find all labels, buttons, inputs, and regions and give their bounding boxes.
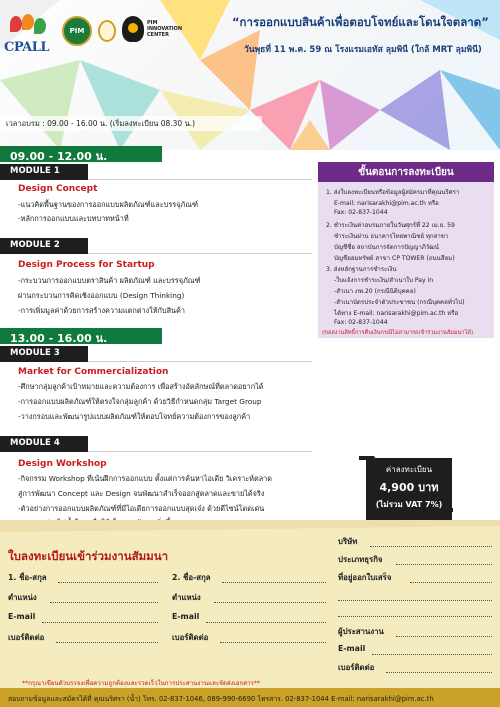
module-2-line: -การเพิ่มมูลค่าด้วยการสร้างความแตกต่างให้กับสินค้า	[18, 306, 186, 315]
registration-step-line: -สำเนาบัตรประจำตัวประชาชน (กรณีบุคคลทั่วไป)	[334, 299, 465, 306]
registration-steps-heading: ขั้นตอนการลงทะเบียน	[318, 162, 494, 182]
seal-logo	[98, 20, 116, 42]
coordinator-email-label: E-mail	[338, 644, 366, 653]
innovation-center-text: PIM INNOVATION CENTER	[147, 20, 183, 38]
position-2-field[interactable]	[214, 602, 326, 603]
position-2-label: ตำแหน่ง	[172, 593, 201, 602]
registration-form	[0, 520, 500, 688]
billing-address-label: ที่อยู่ออกใบเสร็จ	[338, 573, 392, 582]
header-banner	[0, 0, 500, 150]
cpall-logo	[4, 14, 56, 58]
training-time: เวลาอบรม : 09.00 - 16.00 น. (เริ่มลงทะเบียน 08.30 น.)	[0, 116, 262, 131]
coordinator-phone-field[interactable]	[386, 672, 492, 673]
module-3-line: -การออกแบบผลิตภัณฑ์ให้ตรงใจกลุ่มลูกค้า ด้วยวิธีกำหนดกลุ่ม Target Group	[18, 397, 262, 406]
phone-1-label: เบอร์ติดต่อ	[8, 633, 45, 642]
position-1-field[interactable]	[50, 602, 158, 603]
business-type-field[interactable]	[396, 564, 492, 565]
module-3-label: MODULE 3	[0, 346, 88, 362]
registration-step-line: -สำเนา ภพ.20 (กรณีนิติบุคคล)	[334, 288, 416, 295]
registration-step-line: 1. ส่งใบลงทะเบียนหรือข้อมูลผู้สมัครมาที่คุณนริศรา	[326, 189, 460, 196]
module-4-line: -ตัวอย่างการออกแบบผลิตภัณฑ์ที่มีไอเดียการออกแบบสุดเจ๋ง ด้วยดีไซน์โดดเด่น	[18, 504, 265, 513]
module-1-title: Design Concept	[18, 184, 98, 194]
fee-vat-note: (ไม่รวม VAT 7%)	[375, 500, 443, 509]
module-3-line: -วางกรอบและพัฒนารูปแบบผลิตภัณฑ์ให้ตอบโจทย์ความต้องการของลูกค้า	[18, 412, 251, 421]
name-1-field[interactable]	[58, 582, 158, 583]
company-field[interactable]	[370, 546, 492, 547]
phone-2-field[interactable]	[220, 642, 326, 643]
registration-fax: Fax: 02-837-1044	[334, 209, 388, 216]
refund-policy-note: (ขอสงวนสิทธิ์การคืนเงินกรณีไม่สามารถเข้าร่วมงานสัมมนาได้)	[322, 330, 474, 336]
registration-step-line: 3. ส่งหลักฐานการชำระเงิน	[326, 266, 397, 273]
module-3-line: -ศึกษากลุ่มลูกค้าเป้าหมายและความต้องการ เพื่อสร้างอัตลักษณ์ที่ตลาดอยากได้	[18, 382, 264, 391]
registration-fax: Fax: 02-837-1044	[334, 319, 388, 326]
email-2-label: E-mail	[172, 612, 200, 621]
cpall-logo-text: CPALL	[4, 40, 50, 55]
module-4-line: -กิจกรรม Workshop ที่เน้นฝึกการออกแบบ ตั้งแต่การค้นหาไอเดีย วิเคราะห์ตลาด	[18, 474, 273, 483]
bulb-icon	[122, 16, 144, 42]
registration-step-line: ชำระเงินผ่าน ธนาคารไทยพาณิชย์ ทุกสาขา	[334, 233, 449, 240]
coordinator-label: ผู้ประสานงาน	[338, 627, 384, 636]
pim-logo: PIM	[62, 16, 92, 46]
form-note: **กรุณาเขียนตัวบรรจงเพื่อความถูกต้องและรวดเร็วในการประสานงานและจัดส่งเอกสาร**	[22, 680, 261, 687]
module-4-title: Design Workshop	[18, 459, 107, 469]
email-2-field[interactable]	[206, 622, 326, 623]
company-label: บริษัท	[338, 537, 358, 546]
registration-step-line: 2. ชำระเงินค่าอบรมภายในวันศุกร์ที่ 22 เม.ย. 59	[326, 222, 455, 229]
contact-footer: สอบถามข้อมูลและสมัครได้ที่ คุณนริศรา (น้ำ) โทร. 02-837-1046, 089-990-6690 โทรสาร. 02-837-1044 E-mail: narisarakhi@pim.ac.th	[0, 688, 500, 707]
afternoon-session-time: 13.00 - 16.00 น.	[0, 328, 162, 344]
module-2-title: Design Process for Startup	[18, 260, 155, 270]
module-1-line: -แนวคิดพื้นฐานของการออกแบบผลิตภัณฑ์และบรรจุภัณฑ์	[18, 200, 199, 209]
coordinator-phone-label: เบอร์ติดต่อ	[338, 663, 375, 672]
module-2-line: -กระบวนการออกแบบตราสินค้า ผลิตภัณฑ์ และบรรจุภัณฑ์	[18, 276, 201, 285]
registration-steps-box	[318, 182, 494, 338]
registration-email[interactable]: E-mail: narisarakhi@pim.ac.th หรือ	[334, 200, 439, 207]
module-4-label: MODULE 4	[0, 436, 88, 452]
name-2-label: 2. ชื่อ-สกุล	[172, 573, 211, 582]
phone-1-field[interactable]	[56, 642, 158, 643]
registration-email[interactable]: ได้ทาง E-mail: narisarakhi@pim.ac.th หรือ	[334, 310, 459, 317]
page-title: “การออกแบบสินค้าเพื่อตอบโจทย์และโดนใจตลาด”	[232, 15, 489, 29]
morning-session-time: 09.00 - 12.00 น.	[0, 146, 162, 162]
coordinator-email-field[interactable]	[372, 654, 492, 655]
module-2-label: MODULE 2	[0, 238, 88, 254]
billing-address-field[interactable]	[410, 582, 492, 583]
email-1-field[interactable]	[42, 622, 158, 623]
divider	[88, 346, 312, 362]
module-3-title: Market for Commercialization	[18, 367, 169, 377]
divider	[88, 238, 312, 254]
registration-step-line: -ใบแจ้งการชำระเงิน/สำเนาใบ Pay in	[334, 277, 434, 284]
fee-label: ค่าลงทะเบียน	[385, 465, 433, 474]
divider	[88, 164, 312, 180]
logo-row	[4, 14, 191, 58]
fee-amount: 4,900 บาท	[379, 481, 439, 494]
event-date-venue: วันพุธที่ 11 พ.ค. 59 ณ โรงแรมเอทัส ลุมพินี (ใกล้ MRT ลุมพินี)	[244, 45, 482, 55]
coordinator-field[interactable]	[396, 636, 492, 637]
form-title: ใบลงทะเบียนเข้าร่วมงานสัมมนา	[8, 549, 169, 563]
module-2-line: ผ่านกระบวนการคิดเชิงออกแบบ (Design Thinking)	[18, 291, 185, 300]
position-1-label: ตำแหน่ง	[8, 593, 37, 602]
name-1-label: 1. ชื่อ-สกุล	[8, 573, 47, 582]
phone-2-label: เบอร์ติดต่อ	[172, 633, 209, 642]
registration-fee-box	[366, 458, 452, 520]
module-1-line: -หลักการออกแบบและบทบาทหน้าที่	[18, 214, 129, 223]
registration-step-line: บัญชีชื่อ สถาบันการจัดการปัญญาภิวัฒน์	[334, 244, 439, 251]
registration-step-line: บัญชีออมทรัพย์ สาขา CP TOWER (ถนนสีลม)	[334, 255, 455, 262]
innovation-center-logo	[122, 16, 191, 42]
billing-address-field-2[interactable]	[338, 600, 492, 601]
billing-address-field-3[interactable]	[338, 616, 492, 617]
module-1-label: MODULE 1	[0, 164, 88, 180]
divider	[88, 436, 312, 452]
business-type-label: ประเภทธุรกิจ	[338, 555, 383, 564]
module-4-line: สู่การพัฒนา Concept และ Design จนพัฒนาสำเร็จออกสู่ตลาดและขายได้จริง	[18, 489, 265, 498]
name-2-field[interactable]	[222, 582, 326, 583]
email-1-label: E-mail	[8, 612, 36, 621]
